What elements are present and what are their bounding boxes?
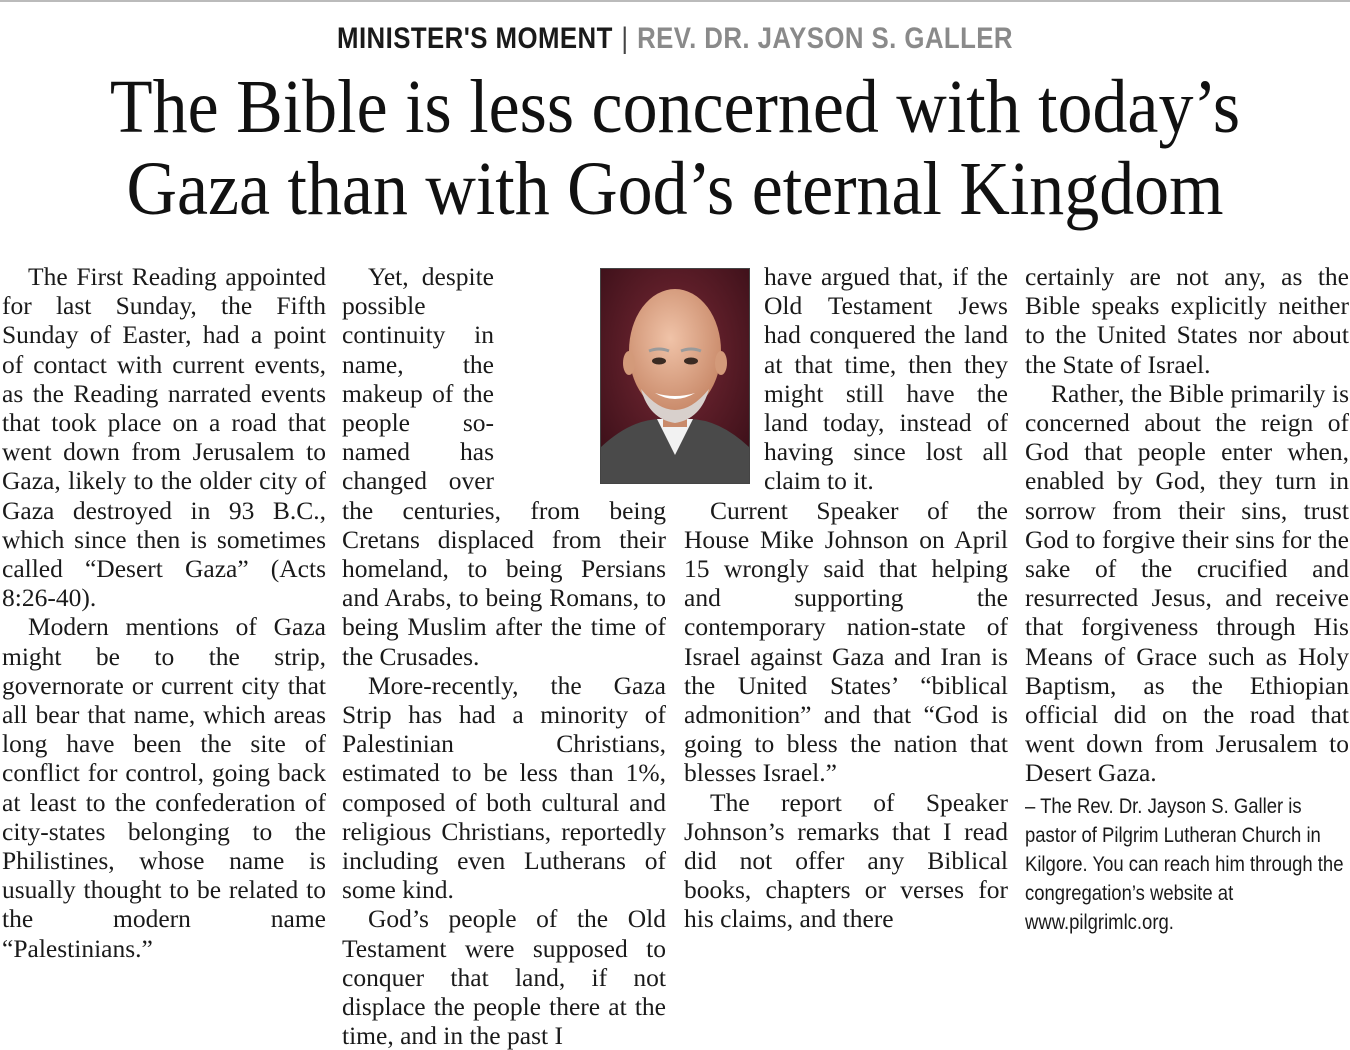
paragraph: Modern mentions of Gaza might be to the strip, governorate or current city that all bear that name, which areas long have been the site of conflict for control, going back at least to the confederation of city-states belonging to the Philistines, whose name is usually thought to be related to the modern name “Palestinians.” (2, 612, 326, 963)
paragraph: have argued that, if the Old Testament Jews had conquered the land at that time, then they might still have the land today, instead of having since lost all claim to it. (764, 262, 1008, 496)
paragraph: The First Reading appointed for last Sunday, the Fifth Sunday of Easter, had a point of contact with current events, as the Reading narrated events that took place on a road that went down from Jerusalem to Gaza, likely to the older city of Gaza destroyed in 93 B.C., which since then is sometimes called “Desert Gaza” (Acts 8:26-40). (2, 262, 326, 613)
paragraph: God’s people of the Old Testament were supposed to conquer that land, if not displace the people there at the time, and in the past I (342, 904, 666, 1050)
paragraph: More-recently, the Gaza Strip has had a minority of Palestinian Christians, estimated to be less than 1%, composed of both cultural and religious Christians, reportedly including even Lutherans of some kind. (342, 670, 666, 905)
column-kicker (95, 22, 1256, 56)
author-byline: REV. DR. JAYSON S. GALLER (637, 22, 1013, 55)
section-label: MINISTER'S MOMENT (337, 22, 613, 55)
kicker-separator: | (621, 22, 629, 55)
paragraph: The report of Speaker Johnson’s remarks that I read did not offer any Biblical books, chapters or verses for his claims, and there (684, 787, 1008, 934)
top-rule (0, 0, 1350, 2)
article-column-1 (2, 262, 326, 963)
paragraph: Rather, the Bible primarily is concerned about the reign of God that people enter when, enabled by God, they turn in sorrow from their sins, trust God to forgive their sins for the sake of the crucified and resurrected Jesus, and receive that forgiveness through His Means of Grace such as Holy Baptism, as the Ethiopian official did on the road that went down from Jerusalem to Desert Gaza. (1025, 378, 1349, 788)
author-tagline: – The Rev. Dr. Jayson S. Galler is pastor of Pilgrim Lutheran Church in Kilgore. You can reach him through the congregation’s website at www.pilgrimlc.org. (1025, 794, 1344, 934)
paragraph: Yet, despite possible continuity in name, the makeup of the people so-named has changed over the centuries, from being Cretans displaced from their homeland, to being Persians and Arabs, to being Romans, to being Muslim after the time of the Crusades. (342, 262, 666, 671)
headline-line-1: The Bible is less concerned with today’s (109, 65, 1241, 149)
headline-line-2: Gaza than with God’s eternal Kingdom (126, 147, 1224, 231)
paragraph: Current Speaker of the House Mike Johnson on April 15 wrongly said that helping and supporting the contemporary nation-state of Israel against Gaza and Iran is the United States’ “biblical admonition” and that “God is going to bless the nation that blesses Israel.” (684, 495, 1008, 788)
article-column-3 (684, 262, 1008, 934)
article-column-4 (1025, 262, 1349, 937)
headline (54, 66, 1296, 230)
paragraph: certainly are not any, as the Bible speaks explicitly neither to the United States nor about the State of Israel. (1025, 262, 1349, 379)
